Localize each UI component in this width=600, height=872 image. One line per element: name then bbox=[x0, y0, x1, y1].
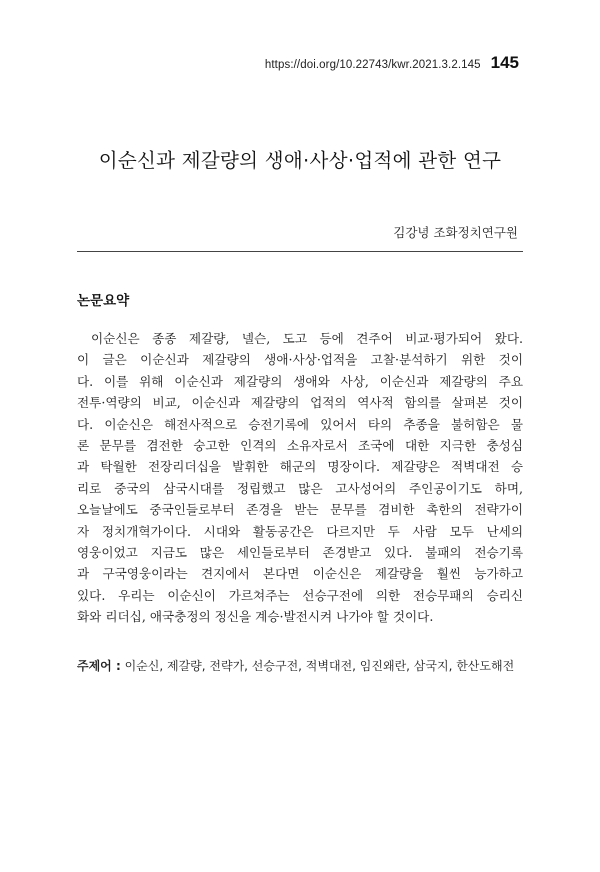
abstract-line: 오늘날에도 중국인들로부터 존경을 받는 문무를 겸비한 촉한의 전략가이 bbox=[77, 502, 523, 518]
abstract-line: 론 문무를 겸전한 숭고한 인격의 소유자로서 조국에 대한 지극한 충성심 bbox=[77, 437, 523, 453]
abstract-line: 전투·역량의 비교, 이순신과 제갈량의 업적의 역사적 함의를 살펴본 것이 bbox=[77, 395, 523, 411]
keywords bbox=[77, 657, 537, 674]
abstract-line: 화와 리더십, 애국충정의 정신을 계승·발전시켜 나가야 할 것이다. bbox=[77, 609, 434, 625]
abstract-line: 리로 중국의 삼국시대를 정립했고 많은 고사성어의 주인공이기도 하며, bbox=[77, 480, 523, 496]
abstract-line: 자 정치개혁가이다. 시대와 활동공간은 다르지만 두 사람 모두 난세의 bbox=[77, 523, 523, 539]
abstract-line: 있다. 우리는 이순신이 가르쳐주는 선승구전에 의한 전승무패의 승리신 bbox=[77, 587, 523, 603]
keywords-label: 주제어 : bbox=[77, 659, 121, 673]
author-affiliation: 김강녕 조화정치연구원 bbox=[393, 225, 518, 240]
page-number: 145 bbox=[490, 53, 519, 72]
abstract-line: 과 탁월한 전장리더십을 발휘한 해군의 명장이다. 제갈량은 적벽대전 승 bbox=[77, 459, 523, 475]
running-header bbox=[265, 53, 519, 73]
paper-title: 이순신과 제갈량의 생애·사상·업적에 관한 연구 bbox=[98, 149, 502, 172]
title-divider bbox=[77, 251, 523, 252]
abstract-body bbox=[77, 328, 523, 627]
abstract-line: 영웅이었고 지금도 많은 세인들로부터 존경받고 있다. 불패의 전승기록 bbox=[77, 544, 523, 560]
keywords-text: 이순신, 제갈량, 전략가, 선승구전, 적벽대전, 임진왜란, 삼국지, 한산도해전 bbox=[124, 659, 515, 673]
abstract-line: 다. 이순신은 해전사적으로 승전기록에 있어서 타의 추종을 불허함은 물 bbox=[77, 416, 523, 432]
abstract-line: 과 구국영웅이라는 견지에서 본다면 이순신은 제갈량을 훨씬 능가하고 bbox=[77, 566, 523, 582]
abstract-line: 이 글은 이순신과 제갈량의 생애·사상·업적을 고찰·분석하기 위한 것이 bbox=[77, 352, 523, 368]
abstract-line: 이순신은 종종 제갈량, 넬슨, 도고 등에 견주어 비교·평가되어 왔다. bbox=[91, 331, 523, 346]
doi-link[interactable]: https://doi.org/10.22743/kwr.2021.3.2.145 bbox=[264, 59, 481, 71]
abstract-heading: 논문요약 bbox=[77, 293, 130, 309]
abstract-line: 다. 이를 위해 이순신과 제갈량의 생애와 사상, 이순신과 제갈량의 주요 bbox=[77, 373, 523, 389]
